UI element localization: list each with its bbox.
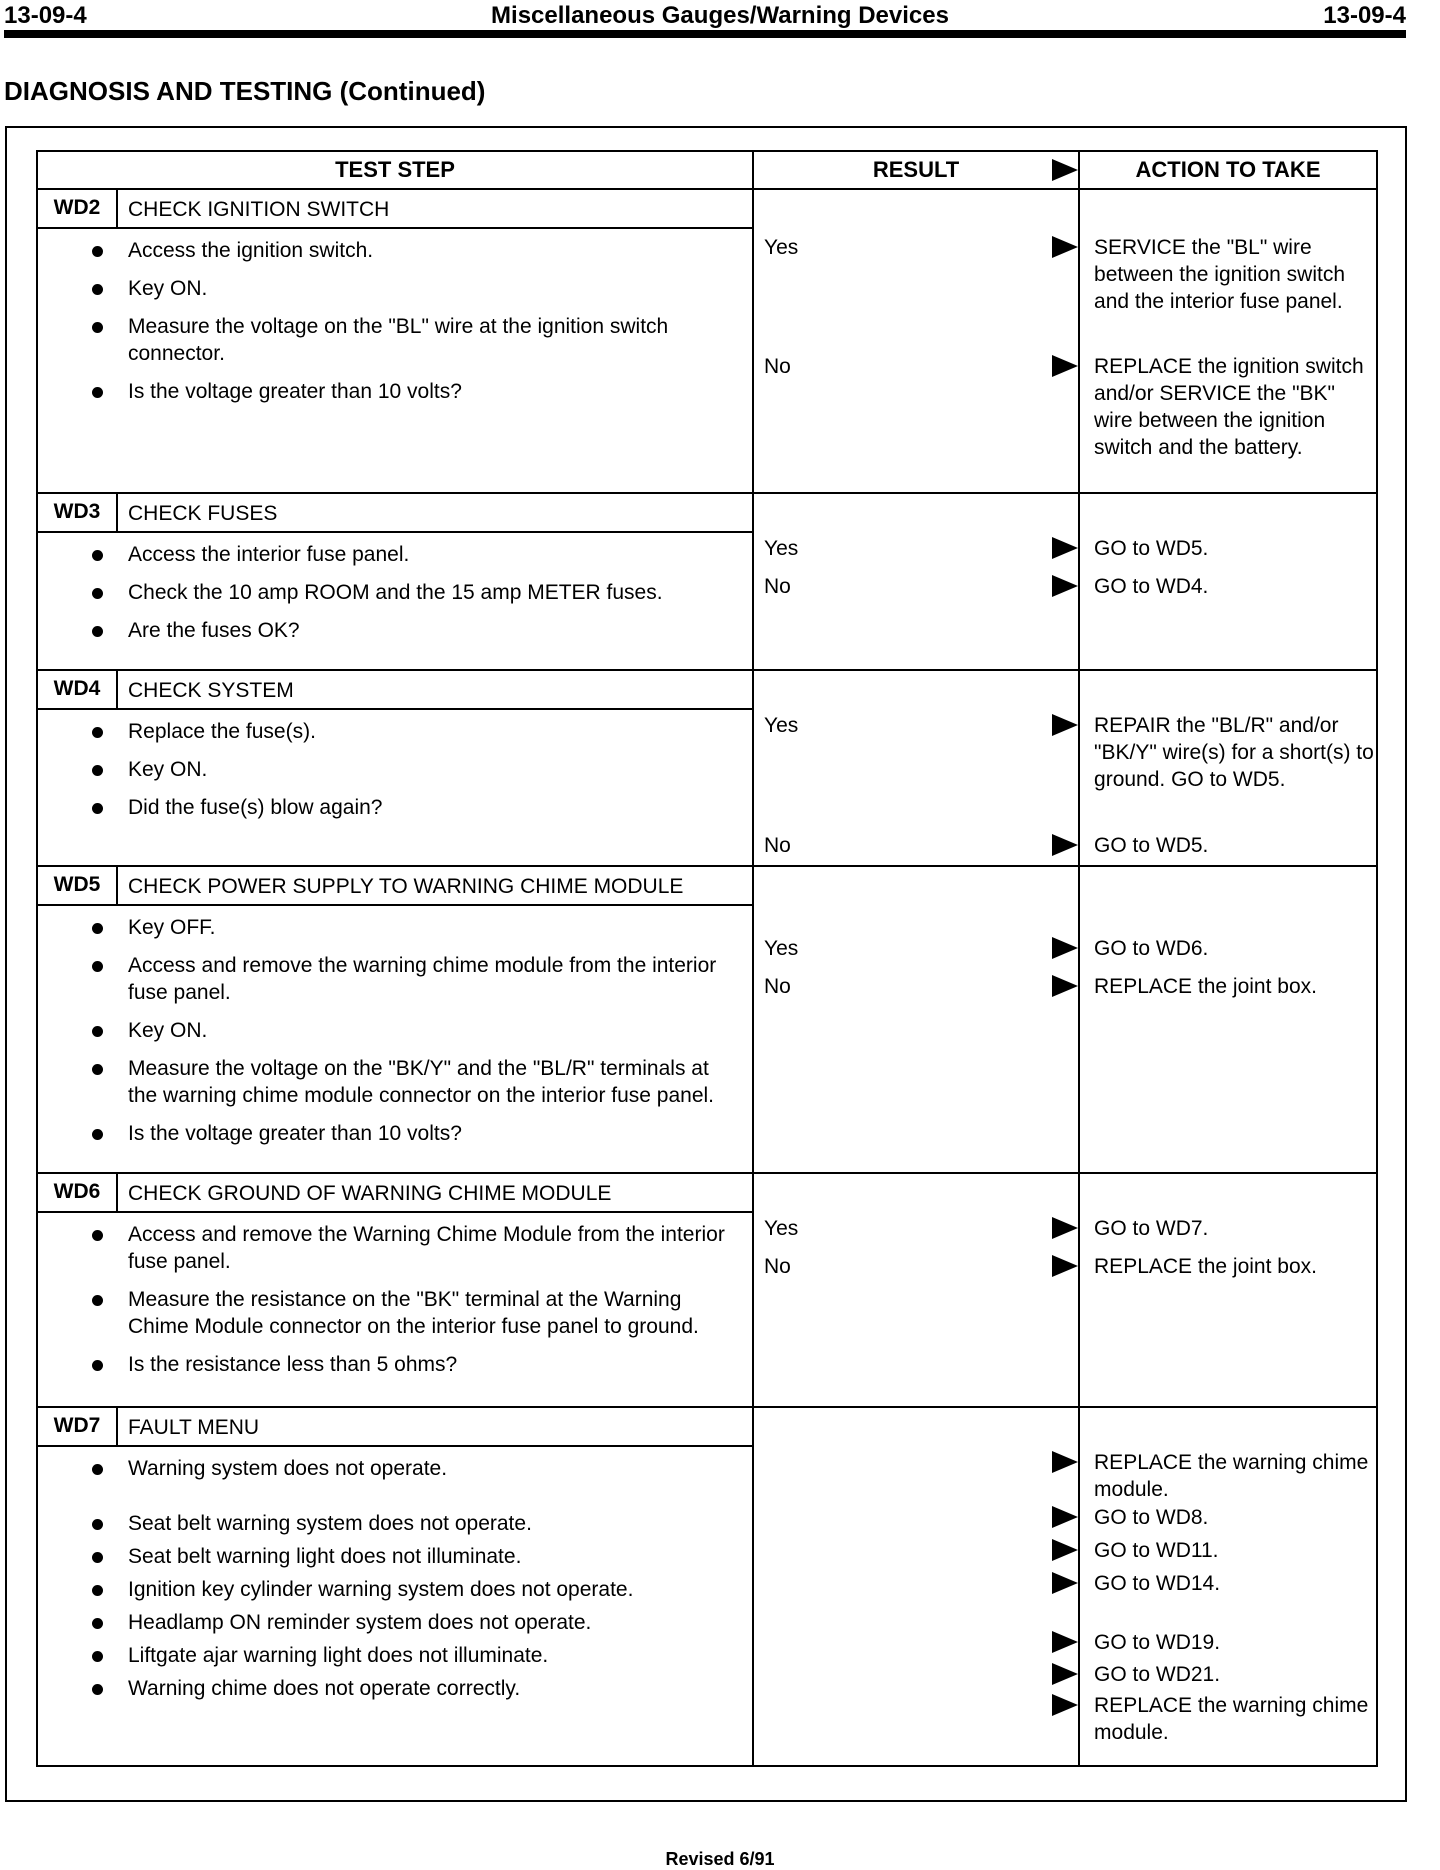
result-cell bbox=[753, 866, 1079, 1173]
bullet-item: Warning chime does not operate correctly. bbox=[128, 1675, 742, 1702]
action-text: GO to WD6. bbox=[1094, 937, 1209, 960]
arrow-icon bbox=[1052, 537, 1078, 559]
step-title-row bbox=[37, 1407, 1377, 1446]
bullet-item: Access the interior fuse panel. bbox=[128, 541, 742, 568]
bullet-item: Measure the resistance on the "BK" terminal at the Warning Chime Module connector on the interior fuse panel to ground. bbox=[128, 1286, 742, 1340]
col-header-action: ACTION TO TAKE bbox=[1079, 151, 1377, 189]
bullet-item: Seat belt warning light does not illuminate. bbox=[128, 1543, 742, 1570]
bullet-item: Is the voltage greater than 10 volts? bbox=[128, 1120, 742, 1147]
step-title-row bbox=[37, 1173, 1377, 1212]
bullet-item: Warning system does not operate. bbox=[128, 1455, 742, 1482]
page-subtitle: DIAGNOSIS AND TESTING (Continued) bbox=[4, 76, 486, 106]
table-header-row bbox=[37, 151, 1377, 189]
action-text: REPAIR the "BL/R" and/or "BK/Y" wire(s) for a short(s) to ground. GO to WD5. bbox=[1094, 714, 1374, 791]
arrow-icon bbox=[1052, 1217, 1078, 1239]
result-item bbox=[764, 1537, 1078, 1564]
result-item bbox=[764, 1504, 1078, 1531]
result-item bbox=[764, 1629, 1078, 1656]
header-rule bbox=[4, 30, 1406, 38]
action-cell bbox=[1079, 1407, 1377, 1766]
col-header-result-label: RESULT bbox=[872, 157, 960, 182]
result-cell bbox=[753, 670, 1079, 866]
result-item bbox=[764, 353, 1078, 380]
step-bullets-cell bbox=[37, 228, 753, 493]
action-text: REPLACE the joint box. bbox=[1094, 975, 1317, 998]
bullet-list bbox=[38, 710, 752, 829]
arrow-icon bbox=[1052, 355, 1078, 377]
step-title: FAULT MENU bbox=[117, 1407, 753, 1446]
arrow-icon bbox=[1052, 1694, 1078, 1716]
bullet-item: Seat belt warning system does not operate. bbox=[128, 1510, 742, 1537]
action-text: REPLACE the joint box. bbox=[1094, 1255, 1317, 1278]
result-item bbox=[764, 1253, 1078, 1280]
result-item bbox=[764, 712, 1078, 739]
result-item bbox=[764, 1661, 1078, 1688]
bullet-list bbox=[38, 229, 752, 413]
result-item bbox=[764, 1215, 1078, 1242]
page-number-left: 13-09-4 bbox=[4, 2, 87, 29]
action-text: GO to WD5. bbox=[1094, 834, 1209, 857]
result-text: Yes bbox=[764, 1217, 799, 1240]
bullet-item: Is the voltage greater than 10 volts? bbox=[128, 378, 742, 405]
col-header-result bbox=[753, 151, 1079, 189]
result-cell bbox=[753, 493, 1079, 670]
action-text: GO to WD7. bbox=[1094, 1217, 1209, 1240]
bullet-item: Measure the voltage on the "BL" wire at the ignition switch connector. bbox=[128, 313, 742, 367]
result-item bbox=[764, 234, 1078, 261]
arrow-icon bbox=[1052, 975, 1078, 997]
step-code: WD3 bbox=[37, 493, 117, 532]
arrow-icon bbox=[1052, 714, 1078, 736]
arrow-icon bbox=[1052, 1631, 1078, 1653]
result-text: Yes bbox=[764, 937, 799, 960]
step-code: WD6 bbox=[37, 1173, 117, 1212]
result-item bbox=[764, 535, 1078, 562]
action-text: GO to WD5. bbox=[1094, 537, 1209, 560]
step-title: CHECK POWER SUPPLY TO WARNING CHIME MODULE bbox=[117, 866, 753, 905]
step-bullets-cell bbox=[37, 1212, 753, 1407]
action-text: SERVICE the "BL" wire between the ignition switch and the interior fuse panel. bbox=[1094, 236, 1346, 313]
result-text: No bbox=[764, 1255, 791, 1278]
step-title: CHECK FUSES bbox=[117, 493, 753, 532]
revision-footer: Revised 6/91 bbox=[665, 1849, 775, 1869]
page-number-right: 13-09-4 bbox=[1323, 2, 1406, 29]
result-item bbox=[764, 1570, 1078, 1597]
bullet-item: Headlamp ON reminder system does not operate. bbox=[128, 1609, 742, 1636]
action-text: GO to WD21. bbox=[1094, 1663, 1221, 1686]
arrow-icon bbox=[1052, 159, 1078, 181]
result-cell bbox=[753, 189, 1079, 493]
action-cell bbox=[1079, 493, 1377, 670]
bullet-list bbox=[38, 1213, 752, 1386]
bullet-item: Access and remove the warning chime module from the interior fuse panel. bbox=[128, 952, 742, 1006]
step-bullets-cell bbox=[37, 1446, 753, 1766]
step-code: WD4 bbox=[37, 670, 117, 709]
action-text: GO to WD14. bbox=[1094, 1572, 1221, 1595]
action-cell bbox=[1079, 189, 1377, 493]
bullet-item: Key OFF. bbox=[128, 914, 742, 941]
arrow-icon bbox=[1052, 236, 1078, 258]
arrow-icon bbox=[1052, 1572, 1078, 1594]
bullet-item: Liftgate ajar warning light does not illuminate. bbox=[128, 1642, 742, 1669]
arrow-icon bbox=[1052, 1539, 1078, 1561]
bullet-item: Did the fuse(s) blow again? bbox=[128, 794, 742, 821]
bullet-list bbox=[38, 533, 752, 652]
result-text: No bbox=[764, 975, 791, 998]
bullet-item: Access the ignition switch. bbox=[128, 237, 742, 264]
action-text: REPLACE the ignition switch and/or SERVICE the "BK" wire between the ignition switch and the battery. bbox=[1094, 355, 1364, 459]
action-text: REPLACE the warning chime module. bbox=[1094, 1694, 1369, 1744]
arrow-icon bbox=[1052, 937, 1078, 959]
action-text: GO to WD8. bbox=[1094, 1506, 1209, 1529]
result-item bbox=[764, 1692, 1078, 1719]
step-title: CHECK SYSTEM bbox=[117, 670, 753, 709]
bullet-item: Ignition key cylinder warning system does not operate. bbox=[128, 1576, 742, 1603]
bullet-item: Key ON. bbox=[128, 275, 742, 302]
arrow-icon bbox=[1052, 575, 1078, 597]
col-header-test-step: TEST STEP bbox=[37, 151, 753, 189]
step-title-row bbox=[37, 189, 1377, 228]
bullet-item: Access and remove the Warning Chime Module from the interior fuse panel. bbox=[128, 1221, 742, 1275]
result-cell bbox=[753, 1407, 1079, 1766]
bullet-item: Key ON. bbox=[128, 756, 742, 783]
bullet-item: Is the resistance less than 5 ohms? bbox=[128, 1351, 742, 1378]
step-bullets-cell bbox=[37, 905, 753, 1173]
bullet-list bbox=[38, 1447, 752, 1710]
bullet-list bbox=[38, 906, 752, 1155]
result-text: No bbox=[764, 834, 791, 857]
bullet-item: Check the 10 amp ROOM and the 15 amp METER fuses. bbox=[128, 579, 742, 606]
result-item bbox=[764, 973, 1078, 1000]
section-title: Miscellaneous Gauges/Warning Devices bbox=[491, 2, 949, 29]
step-title-row bbox=[37, 670, 1377, 709]
result-text: No bbox=[764, 355, 791, 378]
result-text: Yes bbox=[764, 714, 799, 737]
step-title: CHECK GROUND OF WARNING CHIME MODULE bbox=[117, 1173, 753, 1212]
bullet-item: Are the fuses OK? bbox=[128, 617, 742, 644]
step-code: WD5 bbox=[37, 866, 117, 905]
result-cell bbox=[753, 1173, 1079, 1407]
step-code: WD2 bbox=[37, 189, 117, 228]
step-title-row bbox=[37, 866, 1377, 905]
bullet-item: Key ON. bbox=[128, 1017, 742, 1044]
step-title-row bbox=[37, 493, 1377, 532]
arrow-icon bbox=[1052, 1506, 1078, 1528]
step-title: CHECK IGNITION SWITCH bbox=[117, 189, 753, 228]
result-text: Yes bbox=[764, 537, 799, 560]
action-text: REPLACE the warning chime module. bbox=[1094, 1451, 1369, 1501]
diagnosis-table bbox=[36, 150, 1378, 1767]
arrow-icon bbox=[1052, 1663, 1078, 1685]
step-code: WD7 bbox=[37, 1407, 117, 1446]
action-cell bbox=[1079, 866, 1377, 1173]
action-text: GO to WD11. bbox=[1094, 1539, 1219, 1562]
result-item bbox=[764, 1449, 1078, 1476]
result-item bbox=[764, 832, 1078, 859]
action-cell bbox=[1079, 670, 1377, 866]
result-item bbox=[764, 573, 1078, 600]
step-bullets-cell bbox=[37, 532, 753, 670]
result-text: No bbox=[764, 575, 791, 598]
result-text: Yes bbox=[764, 236, 799, 259]
action-text: GO to WD4. bbox=[1094, 575, 1209, 598]
arrow-icon bbox=[1052, 1451, 1078, 1473]
arrow-icon bbox=[1052, 1255, 1078, 1277]
bullet-item: Measure the voltage on the "BK/Y" and the "BL/R" terminals at the warning chime module connector on the interior fuse panel. bbox=[128, 1055, 742, 1109]
arrow-icon bbox=[1052, 834, 1078, 856]
action-text: GO to WD19. bbox=[1094, 1631, 1221, 1654]
action-cell bbox=[1079, 1173, 1377, 1407]
step-bullets-cell bbox=[37, 709, 753, 866]
result-item bbox=[764, 935, 1078, 962]
bullet-item: Replace the fuse(s). bbox=[128, 718, 742, 745]
